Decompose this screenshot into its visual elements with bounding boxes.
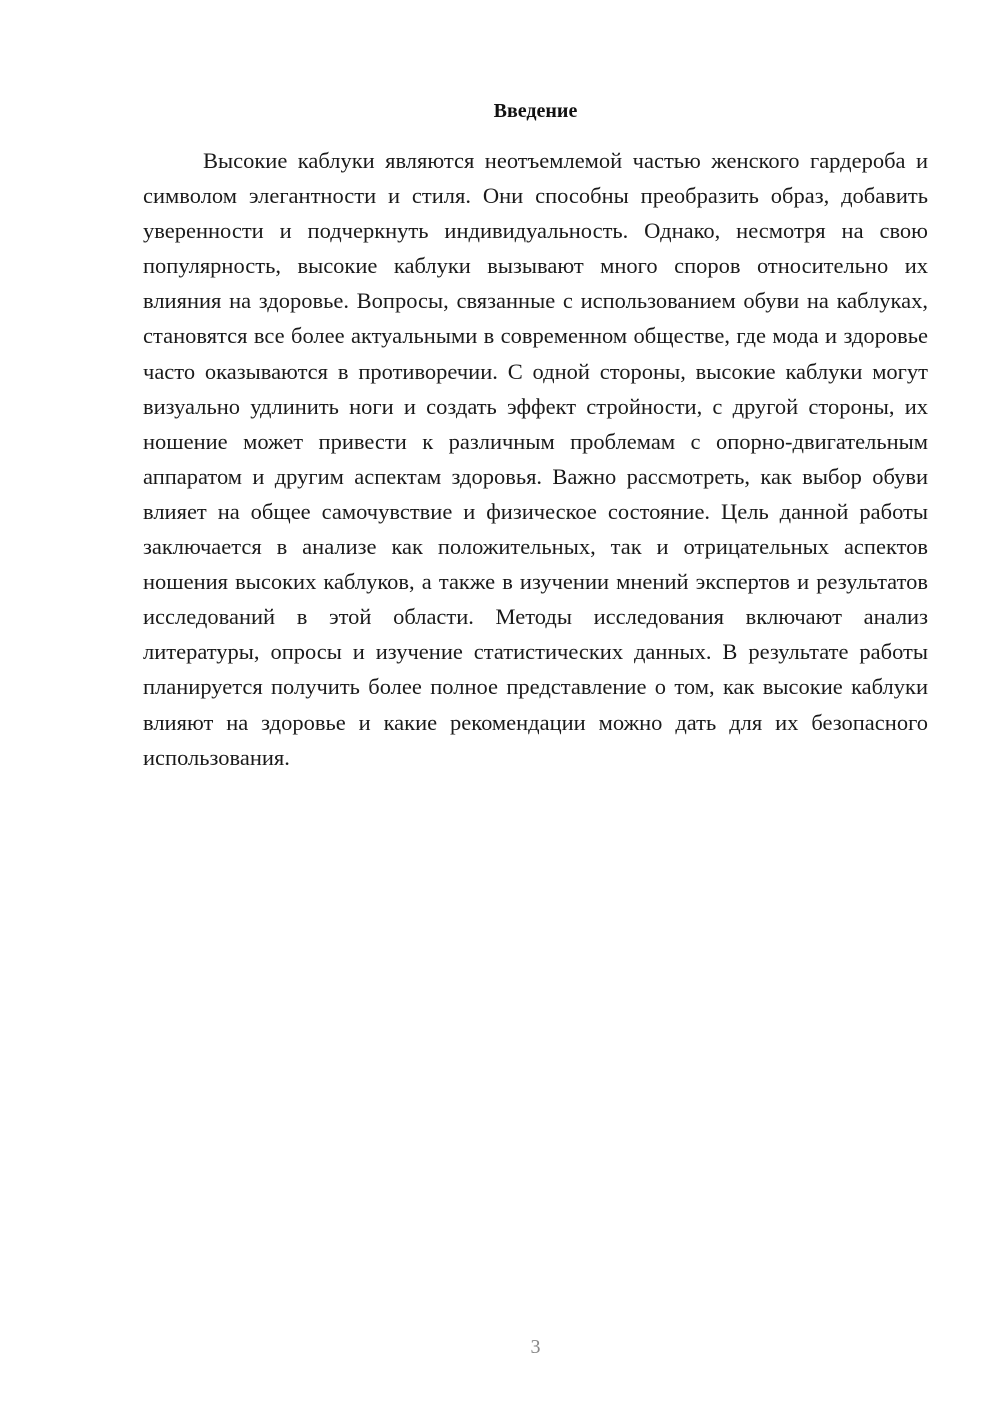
page-number: 3: [530, 1336, 541, 1358]
section-heading: Введение: [493, 100, 578, 122]
body-paragraph: Высокие каблуки являются неотъемлемой частью женского гардероба и символом элегантности и стиля. Они способны преобразить образ, добавить уверенности и подчеркнуть индивидуальность. Однако, несмотря на свою популярность, высокие каблуки вызывают много споров относительно их влияния на здоровье. Вопросы, связанные с использованием обуви на каблуках, становятся все более актуальными в современном обществе, где мода и здоровье часто оказываются в противоречии. С одной стороны, высокие каблуки могут визуально удлинить ноги и создать эффект стройности, с другой стороны, их ношение может привести к различным проблемам с опорно-двигательным аппаратом и другим аспектам здоровья. Важно рассмотреть, как выбор обуви влияет на общее самочувствие и физическое состояние. Цель данной работы заключается в анализе как положительных, так и отрицательных аспектов ношения высоких каблуков, а также в изучении мнений экспертов и результатов исследований в этой области. Методы исследования включают анализ литературы, опросы и изучение статистических данных. В результате работы планируется получить более полное представление о том, как высокие каблуки влияют на здоровье и какие рекомендации можно дать для их безопасного использования.: [143, 148, 928, 770]
